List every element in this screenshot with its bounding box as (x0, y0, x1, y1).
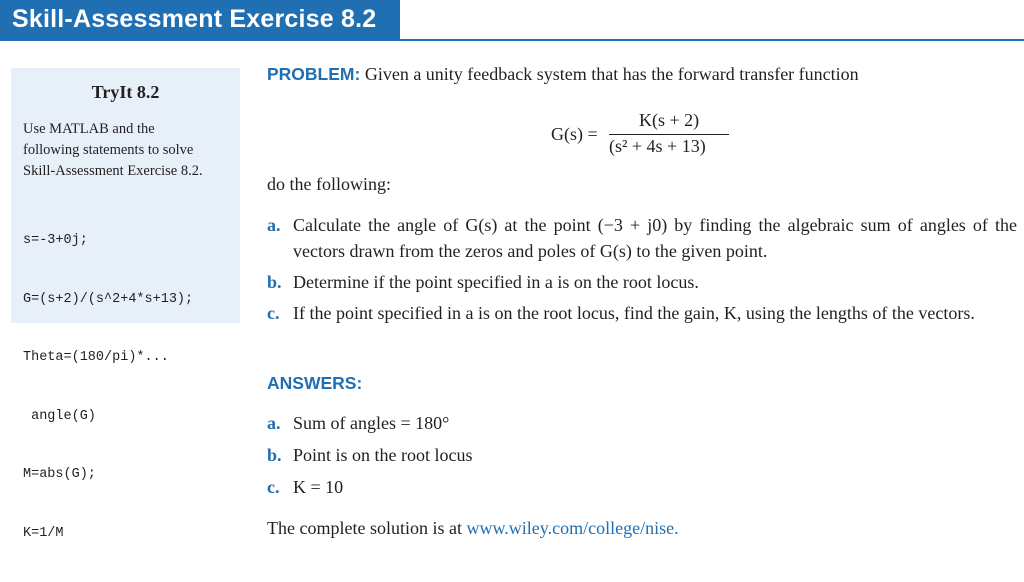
answer-label: b. (267, 445, 282, 465)
equation-denominator: (s² + 4s + 13) (609, 136, 706, 156)
item-text: If the point specified in a is on the root locus, find the gain, K, using the lengths of the vectors. (293, 303, 975, 323)
problem-item (267, 212, 1017, 264)
code-line: angle(G) (23, 408, 96, 424)
item-label: c. (267, 303, 280, 323)
answer-label: a. (267, 413, 281, 433)
equation-numerator: K(s + 2) (639, 110, 700, 130)
page-title: Skill-Assessment Exercise 8.2 (0, 0, 400, 39)
problem-intro: Given a unity feedback system that has the forward transfer function (364, 64, 859, 84)
problem-item (267, 300, 1017, 326)
instruction: do the following: (267, 174, 391, 194)
answers-list (267, 410, 473, 506)
answer-text: K = 10 (293, 477, 344, 497)
item-text: Determine if the point specified in a is on the root locus. (293, 272, 699, 292)
problem-item (267, 269, 1017, 295)
item-label: a. (267, 215, 281, 235)
item-text: Calculate the angle of G(s) at the point (−3 + j0) by finding the algebraic sum of angles of the vectors drawn from the zeros and poles of G(s) to the given point. (293, 215, 1017, 261)
problem-statement (267, 64, 859, 85)
fraction-bar (609, 134, 729, 135)
tryit-title: TryIt 8.2 (91, 82, 160, 102)
answer-item (267, 442, 473, 474)
answer-item (267, 474, 473, 506)
tryit-text-line: Skill-Assessment Exercise 8.2. (23, 163, 203, 179)
answers-heading: ANSWERS: (267, 373, 363, 393)
answer-text: Sum of angles = 180° (293, 413, 450, 433)
code-line: G=(s+2)/(s^2+4*s+13); (23, 291, 194, 307)
tryit-text-line: Use MATLAB and the (23, 121, 155, 137)
code-line: K=1/M (23, 525, 64, 541)
problem-items (267, 212, 1017, 331)
code-line: M=abs(G); (23, 467, 96, 482)
solution-note (267, 518, 679, 539)
answer-item (267, 410, 473, 442)
code-line: Theta=(180/pi)*... (23, 350, 169, 365)
tryit-text-line: following statements to solve (23, 142, 194, 158)
matlab-code (23, 192, 228, 582)
problem-heading: PROBLEM: (267, 64, 361, 84)
solution-link[interactable]: www.wiley.com/college/nise. (466, 518, 679, 538)
answer-text: Point is on the root locus (293, 445, 473, 465)
equation-lhs: G(s) = (551, 124, 598, 144)
tryit-box (11, 68, 240, 541)
answer-label: c. (267, 477, 280, 497)
code-line: s=-3+0j; (23, 233, 88, 248)
item-label: b. (267, 272, 282, 292)
header-band (0, 0, 1024, 41)
tryit-description (23, 119, 228, 182)
solution-text: The complete solution is at (267, 518, 462, 538)
